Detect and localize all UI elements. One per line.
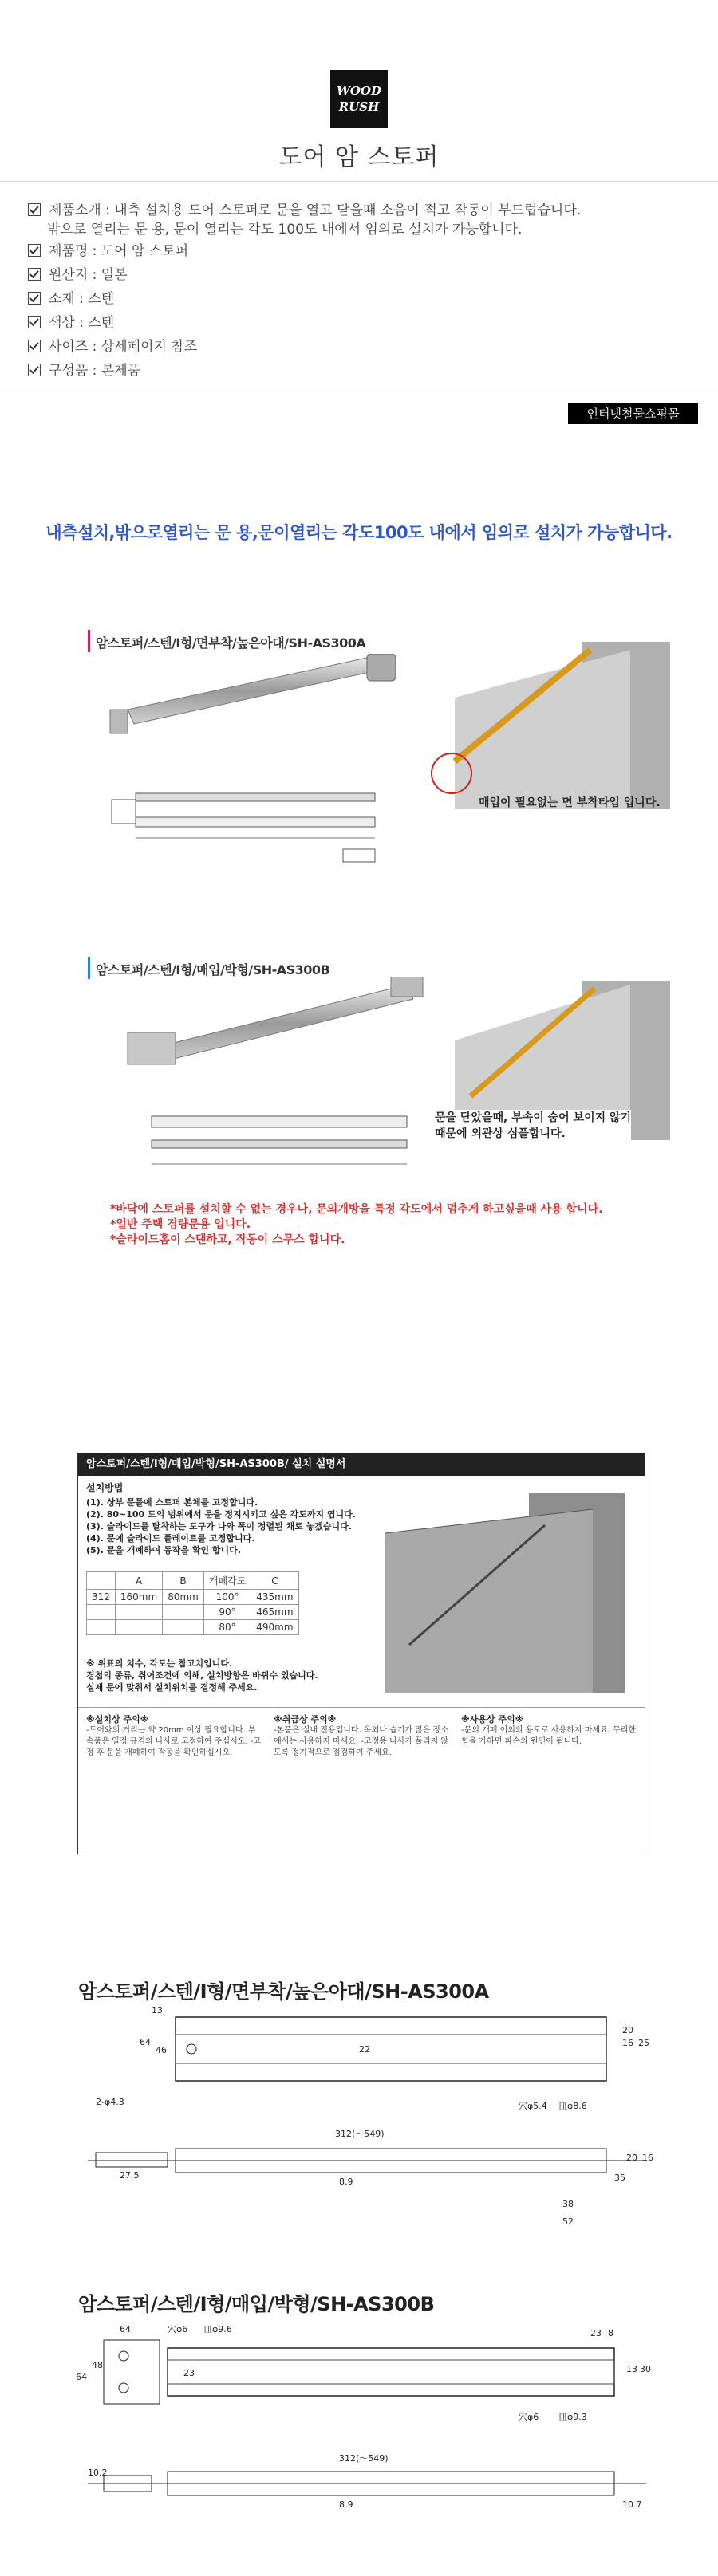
model-accent-bar: [88, 957, 90, 979]
install-diagram: [353, 1485, 637, 1701]
caution-usage: [461, 1713, 637, 1748]
table-cell: 312: [87, 1590, 116, 1605]
spec-item: [47, 220, 522, 239]
dim-label: 皿φ9.6: [203, 2324, 232, 2334]
dim-label: 312(～549): [339, 2453, 389, 2464]
dim-label: 穴φ5.4: [519, 2101, 547, 2111]
dim-label: 64: [120, 2324, 131, 2334]
caption-line-1: 문을 닫았을때, 부속이 숨어 보이지 않기: [435, 1111, 632, 1124]
dim-label: 10.7: [622, 2499, 642, 2510]
table-cell: 100°: [203, 1590, 251, 1605]
checkbox-icon: [28, 268, 41, 281]
table-header: [87, 1572, 116, 1590]
spec-item: [28, 265, 128, 285]
table-cell: 90°: [203, 1605, 251, 1620]
dim-label: 13: [152, 2005, 163, 2016]
caution-text: -도어와의 거리는 약 20mm 이상 필요합니다. 부속품은 일정 규격의 나사로 고정하여 주십시오. -고정 후 문을 개폐하여 작동을 확인하십시오.: [86, 1726, 262, 1757]
dim-label: 64: [140, 2037, 151, 2047]
table-cell: [115, 1605, 162, 1620]
remarks: [86, 1658, 318, 1693]
dim-label: 16: [642, 2153, 653, 2163]
note-item: *일반 주택 경량문용 입니다.: [110, 1218, 251, 1231]
table-cell: 490mm: [251, 1620, 298, 1635]
install-guide-header: 암스토퍼/스텐/I형/매입/박형/SH-AS300B/ 설치 설명서: [78, 1453, 645, 1476]
logo-line-1: WOOD: [337, 84, 381, 98]
dim-label: 20: [626, 2153, 637, 2163]
divider: [78, 1707, 645, 1708]
logo-line-2: RUSH: [338, 100, 380, 114]
model-a-label: 암스토퍼/스텐/I형/면부착/높은아대/SH-AS300A: [96, 635, 366, 651]
table-cell: [163, 1605, 204, 1620]
checkbox-icon: [28, 292, 41, 305]
checkbox-icon: [28, 244, 41, 257]
table-cell: 465mm: [251, 1605, 298, 1620]
spec-item: [28, 289, 114, 309]
spec-text: 색상 : 스텐: [49, 315, 115, 331]
note-item: *슬라이드홈이 스탠하고, 작동이 스무스 합니다.: [110, 1233, 345, 1246]
dim-label: 64: [76, 2372, 87, 2382]
page-title: 도어 암 스토퍼: [278, 144, 440, 171]
step-item: (1). 상부 문틀에 스토퍼 본체를 고정합니다.: [86, 1497, 258, 1508]
table-cell: 80mm: [163, 1590, 204, 1605]
dim-label: 16: [622, 2038, 633, 2048]
dim-label: 35: [614, 2173, 625, 2183]
table-header: B: [163, 1572, 204, 1590]
caution-install: [86, 1713, 262, 1759]
table-cell: [115, 1620, 162, 1635]
caution-text: -본품은 실내 전용입니다. 옥외나 습기가 많은 장소에서는 사용하지 마세요. -고정용 나사가 풀리지 않도록 정기적으로 점검하여 주세요.: [274, 1726, 449, 1757]
dim-label: 13: [626, 2364, 637, 2374]
model-b-caption: [435, 1110, 631, 1142]
dim-label: 10.2: [88, 2468, 108, 2478]
spec-text: 소재 : 스텐: [49, 291, 115, 307]
dim-label: 2-φ4.3: [96, 2097, 124, 2107]
dim-label: 23: [183, 2368, 195, 2378]
shop-tag: 인터넷철물쇼핑몰: [568, 403, 698, 424]
model-b-label: 암스토퍼/스텐/I형/매입/박형/SH-AS300B: [96, 962, 330, 977]
drawing-b-title: 암스토퍼/스텐/I형/매입/박형/SH-AS300B: [78, 2293, 435, 2315]
divider: [0, 181, 718, 182]
step-item: (5). 문을 개폐하여 동작을 확인 합니다.: [86, 1545, 241, 1555]
dim-label: 23: [590, 2328, 602, 2338]
spec-item: [28, 361, 140, 380]
step-item: (2). 80~100 도의 범위에서 문을 정지시키고 싶은 각도까지 엽니다.: [86, 1509, 356, 1520]
table-cell: [163, 1620, 204, 1635]
spec-text: 제품소개 : 내측 설치용 도어 스토퍼로 문을 열고 닫을때 소음이 적고 작동이 부드럽습니다.: [49, 203, 582, 218]
dim-label: 穴φ6: [519, 2412, 539, 2422]
table-cell: 80°: [203, 1620, 251, 1635]
model-a-install-image: [423, 634, 686, 817]
brand-logo: [330, 70, 388, 128]
caution-text: -문의 개폐 이외의 용도로 사용하지 마세요. 무리한 힘을 가하면 파손의 원인이 됩니다.: [461, 1726, 637, 1746]
dim-label: 46: [156, 2045, 167, 2055]
dim-label: 48: [92, 2360, 103, 2370]
drawing-a: [72, 2001, 662, 2240]
method-title: 설치방법: [86, 1482, 124, 1493]
caption-line-2: 때문에 외관상 심플합니다.: [435, 1127, 566, 1140]
dim-label: 38: [562, 2199, 574, 2209]
spec-item: [28, 337, 197, 356]
note-item: *바닥에 스토퍼를 설치할 수 없는 경우나, 문의개방을 특정 각도에서 멈추게 하고싶을때 사용 합니다.: [110, 1203, 603, 1216]
dim-label: 皿φ8.6: [558, 2101, 587, 2111]
table-header: C: [251, 1572, 298, 1590]
model-accent-bar: [88, 630, 90, 652]
table-cell: 160mm: [115, 1590, 162, 1605]
dim-label: 8.9: [339, 2499, 353, 2510]
spec-text: 밖으로 열리는 문 용, 문이 열리는 각도 100도 내에서 임의로 설치가 가능합니다.: [47, 222, 523, 238]
step-item: (3). 슬라이드를 탈착하는 도구가 나와 폭이 정렬된 채로 놓겠습니다.: [86, 1521, 352, 1532]
table-header: A: [115, 1572, 162, 1590]
caution-title: ※취급상 주의※: [274, 1714, 337, 1725]
notes-block: [110, 1202, 602, 1248]
model-a-caption: 매입이 필요없는 면 부착타입 입니다.: [479, 796, 661, 809]
install-guide: [77, 1453, 645, 1854]
dim-label: 20: [622, 2025, 633, 2035]
caution-title: ※사용상 주의※: [461, 1714, 524, 1725]
spec-item: [28, 201, 581, 220]
dimension-table: [86, 1571, 299, 1635]
spec-text: 원산지 : 일본: [49, 267, 128, 283]
dim-label: 25: [638, 2038, 649, 2048]
table-cell: [87, 1620, 116, 1635]
remark-item: 실제 문에 맞춰서 설치위치를 결정해 주세요.: [86, 1682, 258, 1693]
remark-item: ※ 위표의 치수, 각도는 참고치입니다.: [86, 1658, 233, 1669]
headline: 내측설치,밖으로열리는 문 용,문이열리는 각도100도 내에서 임의로 설치가 가능합니다.: [45, 523, 673, 542]
spec-text: 사이즈 : 상세페이지 참조: [49, 339, 198, 355]
model-a-product-image: [80, 654, 447, 741]
dim-label: 27.5: [120, 2170, 140, 2181]
spec-item: [28, 242, 188, 261]
model-b-side-drawing: [120, 1100, 439, 1188]
caution-handling: [274, 1713, 449, 1759]
remark-item: 경첩의 종류, 취어조건에 의해, 설치방향은 바뀌수 있습니다.: [86, 1670, 318, 1681]
spec-text: 구성품 : 본제품: [49, 363, 141, 379]
dim-label: 312(～549): [335, 2129, 385, 2139]
step-item: (4). 문에 슬라이드 플레이트를 고정합니다.: [86, 1533, 255, 1544]
table-header: 개폐각도: [203, 1572, 251, 1590]
dim-label: 30: [640, 2364, 651, 2374]
dim-label: 皿φ9.3: [558, 2412, 587, 2422]
checkbox-icon: [28, 316, 41, 328]
checkbox-icon: [28, 203, 41, 216]
table-cell: 435mm: [251, 1590, 298, 1605]
checkbox-icon: [28, 340, 41, 352]
dim-label: 22: [359, 2044, 370, 2055]
spec-item: [28, 313, 114, 332]
spec-text: 제품명 : 도어 암 스토퍼: [49, 243, 189, 259]
dim-label: 52: [562, 2216, 574, 2227]
table-cell: [87, 1605, 116, 1620]
dim-label: 8.9: [339, 2177, 353, 2187]
model-a-side-drawing: [104, 761, 415, 881]
steps-list: [86, 1496, 356, 1556]
dim-label: 穴φ6: [168, 2324, 188, 2334]
checkbox-icon: [28, 364, 41, 376]
drawing-a-title: 암스토퍼/스텐/I형/면부착/높은아대/SH-AS300A: [78, 1980, 489, 2003]
model-b-product-image: [104, 977, 439, 1088]
caution-title: ※설치상 주의※: [86, 1714, 149, 1725]
dim-label: 8: [608, 2328, 613, 2338]
drawing-b: [72, 2316, 662, 2563]
